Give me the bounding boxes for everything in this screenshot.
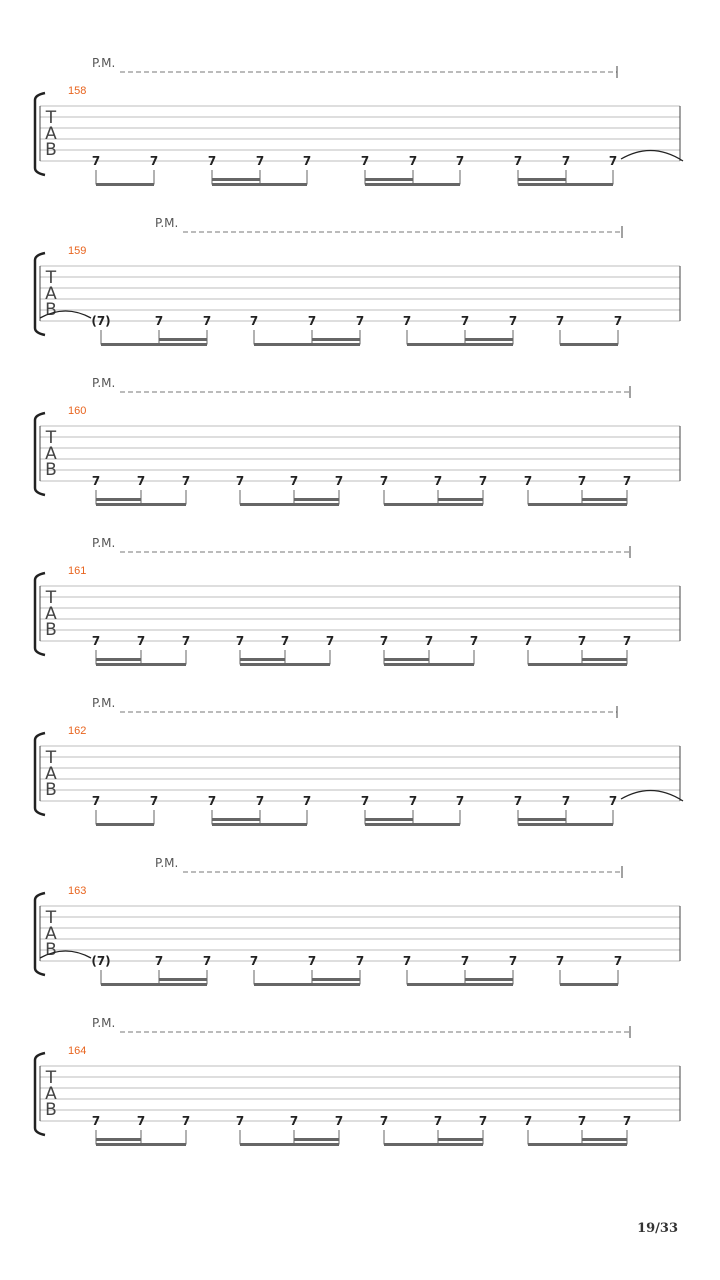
secondary-beam [212, 178, 260, 181]
tab-clef-letter: A [45, 924, 57, 944]
fret-number: 7 [622, 634, 632, 648]
fret-number: 7 [355, 314, 365, 328]
tie-arc [621, 150, 683, 161]
fret-number: 7 [408, 154, 418, 168]
secondary-beam [438, 498, 483, 501]
fret-number: 7 [91, 634, 101, 648]
fret-number: 7 [307, 314, 317, 328]
fret-number: 7 [235, 634, 245, 648]
tab-system [35, 1016, 680, 1146]
page-number: 19/33 [637, 1221, 678, 1236]
secondary-beam [159, 338, 207, 341]
beam [365, 183, 460, 186]
fret-number: 7 [508, 954, 518, 968]
fret-number: 7 [608, 154, 618, 168]
beam [96, 1143, 186, 1146]
tie-arc [621, 790, 683, 801]
secondary-beam [518, 818, 566, 821]
fret-number: 7 [478, 1114, 488, 1128]
fret-number: 7 [202, 314, 212, 328]
measure-number: 161 [68, 565, 87, 577]
measure-number: 162 [68, 725, 87, 737]
beam [384, 1143, 483, 1146]
fret-number: 7 [91, 1114, 101, 1128]
secondary-beam [365, 818, 413, 821]
fret-number: 7 [555, 954, 565, 968]
tab-clef-letter: T [45, 428, 57, 448]
fret-number: 7 [555, 314, 565, 328]
tab-clef-letter: T [45, 748, 57, 768]
fret-number: 7 [577, 634, 587, 648]
beam [384, 663, 474, 666]
tab-clef-letter: A [45, 124, 57, 144]
palm-mute-label: P.M. [92, 536, 116, 550]
fret-number: 7 [207, 794, 217, 808]
secondary-beam [294, 1138, 339, 1141]
fret-number: 7 [280, 634, 290, 648]
tab-system [35, 536, 680, 666]
fret-number: 7 [149, 154, 159, 168]
fret-number: 7 [613, 314, 623, 328]
fret-number: 7 [136, 1114, 146, 1128]
beam [407, 343, 513, 346]
tab-clef-letter: T [45, 268, 57, 288]
tab-clef-letter: T [45, 108, 57, 128]
fret-number: 7 [433, 474, 443, 488]
beam [96, 503, 186, 506]
fret-number: 7 [523, 474, 533, 488]
beam [101, 343, 207, 346]
fret-number: 7 [608, 794, 618, 808]
beam [240, 503, 339, 506]
tab-system [35, 216, 680, 346]
beam [528, 503, 627, 506]
palm-mute-label: P.M. [155, 216, 179, 230]
fret-number: 7 [136, 634, 146, 648]
fret-number: 7 [402, 314, 412, 328]
measure-number: 158 [68, 85, 87, 97]
secondary-beam [96, 498, 141, 501]
fret-number: 7 [202, 954, 212, 968]
palm-mute-label: P.M. [92, 1016, 116, 1030]
secondary-beam [96, 1138, 141, 1141]
beam [407, 983, 513, 986]
fret-number: 7 [360, 794, 370, 808]
fret-number: 7 [255, 794, 265, 808]
beam [254, 343, 360, 346]
fret-number: 7 [181, 474, 191, 488]
palm-mute-label: P.M. [155, 856, 179, 870]
tab-clef-letter: T [45, 908, 57, 928]
fret-number: 7 [455, 794, 465, 808]
measure-number: 159 [68, 245, 87, 257]
beam [96, 663, 186, 666]
secondary-beam [582, 1138, 627, 1141]
fret-number: 7 [360, 154, 370, 168]
fret-number: 7 [402, 954, 412, 968]
beam [254, 983, 360, 986]
tab-clef-letter: B [45, 1100, 57, 1120]
tab-clef-letter: B [45, 940, 57, 960]
tab-clef-letter: T [45, 588, 57, 608]
beam [240, 1143, 339, 1146]
fret-number: 7 [325, 634, 335, 648]
fret-number: 7 [289, 474, 299, 488]
fret-number: 7 [379, 634, 389, 648]
fret-number: 7 [408, 794, 418, 808]
fret-number: 7 [249, 954, 259, 968]
beam [212, 183, 307, 186]
fret-number: 7 [235, 1114, 245, 1128]
tab-clef-letter: B [45, 460, 57, 480]
fret-number: 7 [622, 474, 632, 488]
fret-number: 7 [154, 314, 164, 328]
secondary-beam [365, 178, 413, 181]
fret-number: 7 [91, 154, 101, 168]
fret-number: 7 [379, 474, 389, 488]
beam [528, 1143, 627, 1146]
secondary-beam [384, 658, 429, 661]
beam [560, 983, 618, 986]
fret-number: 7 [91, 474, 101, 488]
fret-number: 7 [469, 634, 479, 648]
tab-clef-letter: B [45, 300, 57, 320]
beam [365, 823, 460, 826]
fret-number: 7 [302, 154, 312, 168]
fret-number: 7 [136, 474, 146, 488]
fret-number: 7 [478, 474, 488, 488]
tab-system [35, 696, 683, 826]
tab-clef-letter: A [45, 284, 57, 304]
measure-number: 163 [68, 885, 87, 897]
fret-number: 7 [622, 1114, 632, 1128]
secondary-beam [518, 178, 566, 181]
fret-number: 7 [433, 1114, 443, 1128]
fret-number: (7) [91, 314, 111, 328]
tab-clef-letter: A [45, 444, 57, 464]
secondary-beam [582, 658, 627, 661]
fret-number: 7 [513, 154, 523, 168]
secondary-beam [465, 338, 513, 341]
measure-number: 160 [68, 405, 87, 417]
fret-number: 7 [460, 954, 470, 968]
fret-number: 7 [561, 154, 571, 168]
tab-clef-letter: A [45, 1084, 57, 1104]
palm-mute-label: P.M. [92, 696, 116, 710]
tab-system [35, 376, 680, 506]
tab-clef-letter: B [45, 620, 57, 640]
tab-clef-letter: A [45, 604, 57, 624]
fret-number: 7 [91, 794, 101, 808]
fret-number: 7 [577, 474, 587, 488]
fret-number: 7 [181, 1114, 191, 1128]
fret-number: 7 [255, 154, 265, 168]
secondary-beam [294, 498, 339, 501]
fret-number: 7 [424, 634, 434, 648]
beam [384, 503, 483, 506]
fret-number: 7 [523, 634, 533, 648]
fret-number: 7 [460, 314, 470, 328]
tab-clef-letter: B [45, 780, 57, 800]
fret-number: 7 [613, 954, 623, 968]
palm-mute-label: P.M. [92, 376, 116, 390]
secondary-beam [465, 978, 513, 981]
beam [96, 183, 154, 186]
fret-number: (7) [91, 954, 111, 968]
fret-number: 7 [334, 474, 344, 488]
fret-number: 7 [149, 794, 159, 808]
fret-number: 7 [523, 1114, 533, 1128]
fret-number: 7 [289, 1114, 299, 1128]
fret-number: 7 [508, 314, 518, 328]
fret-number: 7 [307, 954, 317, 968]
beam [528, 663, 627, 666]
tab-clef-letter: T [45, 1068, 57, 1088]
beam [101, 983, 207, 986]
tab-clef-letter: B [45, 140, 57, 160]
fret-number: 7 [379, 1114, 389, 1128]
beam [240, 663, 330, 666]
fret-number: 7 [181, 634, 191, 648]
fret-number: 7 [154, 954, 164, 968]
tab-clef-letter: A [45, 764, 57, 784]
secondary-beam [582, 498, 627, 501]
secondary-beam [438, 1138, 483, 1141]
fret-number: 7 [334, 1114, 344, 1128]
beam [212, 823, 307, 826]
fret-number: 7 [302, 794, 312, 808]
fret-number: 7 [249, 314, 259, 328]
secondary-beam [240, 658, 285, 661]
secondary-beam [159, 978, 207, 981]
beam [96, 823, 154, 826]
fret-number: 7 [207, 154, 217, 168]
fret-number: 7 [235, 474, 245, 488]
fret-number: 7 [455, 154, 465, 168]
fret-number: 7 [513, 794, 523, 808]
fret-number: 7 [561, 794, 571, 808]
beam [560, 343, 618, 346]
fret-number: 7 [355, 954, 365, 968]
measure-number: 164 [68, 1045, 87, 1057]
tab-system [35, 56, 683, 186]
beam [518, 183, 613, 186]
secondary-beam [312, 338, 360, 341]
fret-number: 7 [577, 1114, 587, 1128]
tab-system [35, 856, 680, 986]
palm-mute-label: P.M. [92, 56, 116, 70]
beam [518, 823, 613, 826]
secondary-beam [212, 818, 260, 821]
secondary-beam [96, 658, 141, 661]
secondary-beam [312, 978, 360, 981]
